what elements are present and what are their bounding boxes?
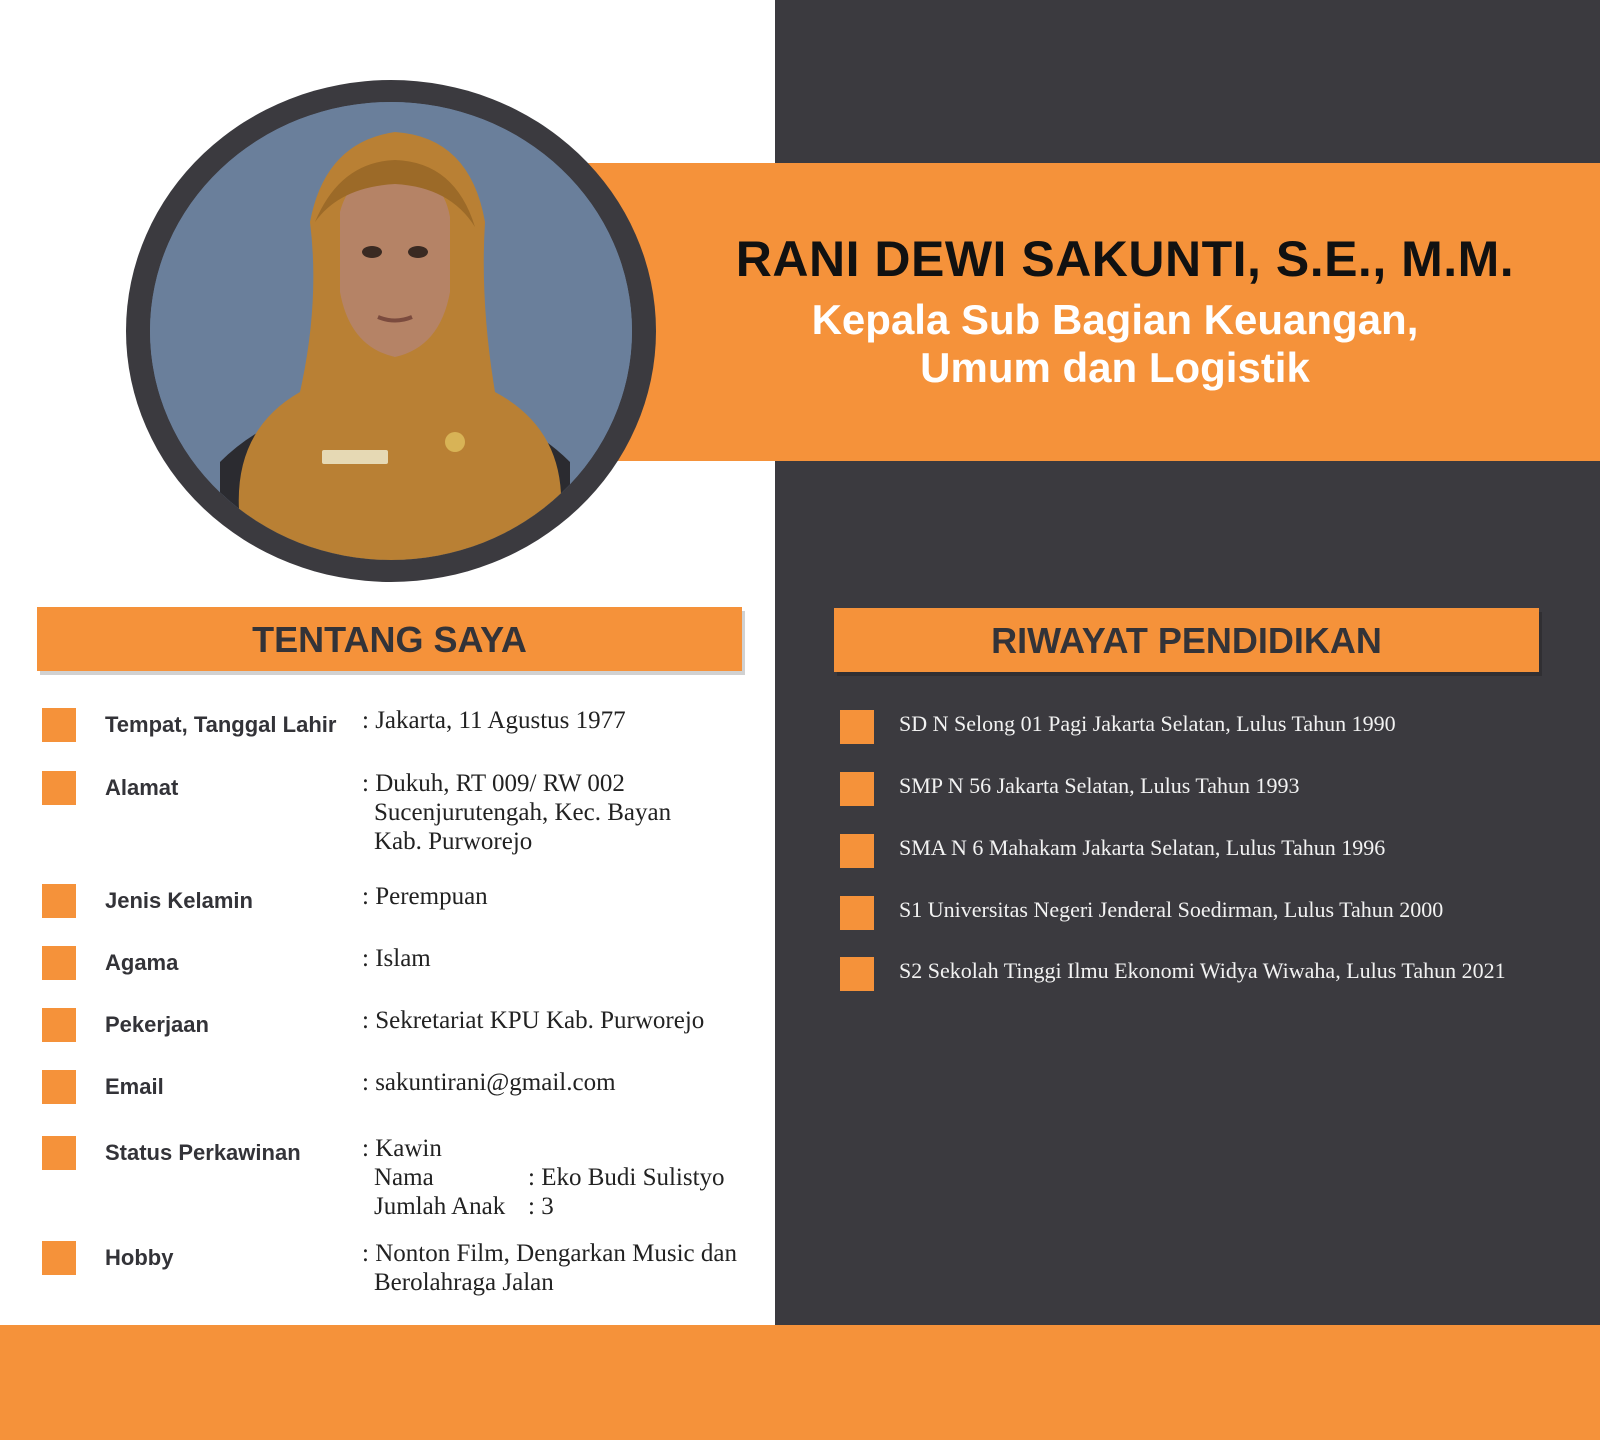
- square-bullet-icon: [840, 834, 874, 868]
- square-bullet-icon: [42, 1070, 76, 1104]
- about-section-header: TENTANG SAYA: [37, 607, 742, 671]
- profile-photo: [150, 102, 632, 560]
- portrait-illustration: [150, 102, 632, 560]
- square-bullet-icon: [42, 1136, 76, 1170]
- square-bullet-icon: [42, 708, 76, 742]
- about-value: : sakuntirani@gmail.com: [362, 1069, 616, 1096]
- about-label: Email: [105, 1074, 164, 1099]
- job-title-line-1: Kepala Sub Bagian Keuangan,: [811, 296, 1419, 343]
- about-value: : Jakarta, 11 Agustus 1977: [362, 707, 626, 734]
- about-value: : Kawin Nama : Eko Budi Sulistyo Jumlah Anak : 3: [362, 1135, 725, 1220]
- about-label: Tempat, Tanggal Lahir: [105, 712, 337, 737]
- job-title: [700, 296, 1530, 392]
- about-label: Hobby: [105, 1245, 174, 1270]
- square-bullet-icon: [42, 1008, 76, 1042]
- about-label: Status Perkawinan: [105, 1140, 301, 1165]
- children-line: Jumlah Anak : 3: [374, 1193, 554, 1220]
- profile-photo-frame: [126, 80, 656, 582]
- about-label: Jenis Kelamin: [105, 888, 253, 913]
- footer-bar: [0, 1325, 1600, 1440]
- name-badge-shape: [322, 450, 388, 464]
- about-label: Alamat: [105, 775, 179, 800]
- person-name: RANI DEWI SAKUNTI, S.E., M.M.: [735, 231, 1515, 287]
- about-value: : Perempuan: [362, 883, 488, 910]
- square-bullet-icon: [840, 710, 874, 744]
- about-label: Pekerjaan: [105, 1012, 209, 1037]
- square-bullet-icon: [42, 946, 76, 980]
- about-label: Agama: [105, 950, 179, 975]
- square-bullet-icon: [840, 772, 874, 806]
- job-title-line-2: Umum dan Logistik: [920, 344, 1310, 391]
- about-value: : Islam: [362, 945, 431, 972]
- square-bullet-icon: [42, 884, 76, 918]
- square-bullet-icon: [840, 896, 874, 930]
- about-value: : Dukuh, RT 009/ RW 002 Sucenjurutengah, Kec. Bayan Kab. Purworejo: [362, 770, 672, 855]
- square-bullet-icon: [840, 957, 874, 991]
- about-value: : Nonton Film, Dengarkan Music dan Berolahraga Jalan: [362, 1240, 737, 1296]
- square-bullet-icon: [42, 1241, 76, 1275]
- education-section-header: RIWAYAT PENDIDIKAN: [834, 608, 1539, 672]
- about-value: : Sekretariat KPU Kab. Purworejo: [362, 1007, 705, 1034]
- spouse-line: Nama : Eko Budi Sulistyo: [374, 1164, 725, 1191]
- square-bullet-icon: [42, 771, 76, 805]
